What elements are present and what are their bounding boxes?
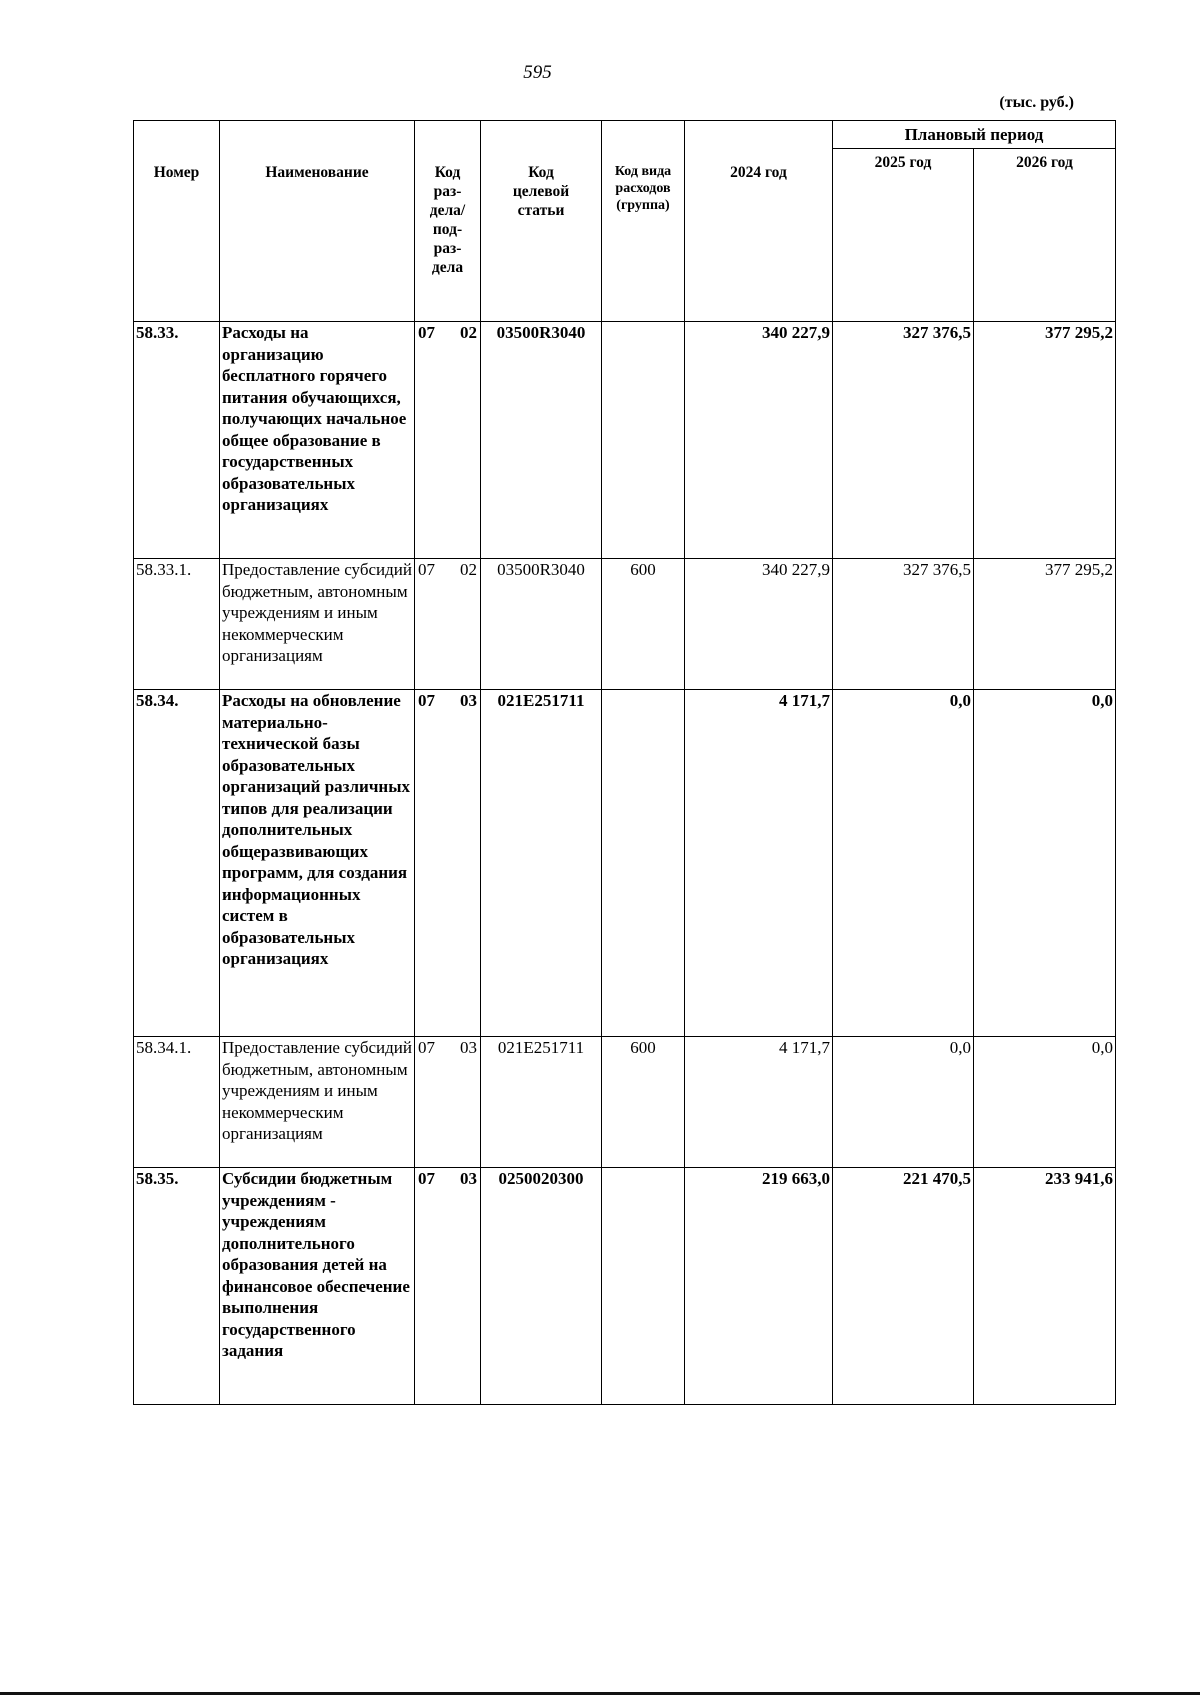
- row-target-code: 021E251711: [481, 690, 602, 1037]
- header-section: Код раз-дела/ под-раз-дела: [415, 121, 481, 322]
- row-2026: 0,0: [974, 690, 1116, 1037]
- header-name: Наименование: [220, 121, 415, 322]
- row-2025: 327 376,5: [833, 559, 974, 690]
- row-expense-type: 600: [602, 1037, 685, 1168]
- row-target-code: 0250020300: [481, 1168, 602, 1405]
- page-number: 595: [523, 62, 552, 83]
- row-name: Расходы на организацию бесплатного горячего питания обучающихся, получающих начальное общее образование в государственных образовательных организациях: [220, 322, 415, 559]
- table-row: [134, 1168, 1116, 1405]
- row-section-code: [415, 1168, 481, 1405]
- row-expense-type: 600: [602, 559, 685, 690]
- subsection-code: 02: [460, 323, 477, 342]
- section-code: 07: [418, 1169, 435, 1188]
- header-2025: 2025 год: [833, 149, 974, 322]
- row-name: Предоставление субсидий бюджетным, автономным учреждениям и иным некоммерческим организациям: [220, 1037, 415, 1168]
- row-number: 58.33.: [134, 322, 220, 559]
- table-row: [134, 559, 1116, 690]
- table-row: [134, 690, 1116, 1037]
- row-expense-type: [602, 690, 685, 1037]
- row-name: Субсидии бюджетным учреждениям - учреждениям дополнительного образования детей на финансовое обеспечение выполнения государственного задания: [220, 1168, 415, 1405]
- row-number: 58.35.: [134, 1168, 220, 1405]
- table-row: [134, 1037, 1116, 1168]
- budget-table: [133, 120, 1116, 1405]
- header-number: Номер: [134, 121, 220, 322]
- section-code: 07: [418, 323, 435, 342]
- row-section-code: [415, 1037, 481, 1168]
- section-code: 07: [418, 1038, 435, 1057]
- subsection-code: 03: [460, 1169, 477, 1188]
- row-target-code: 03500R3040: [481, 559, 602, 690]
- row-expense-type: [602, 322, 685, 559]
- row-2024: 340 227,9: [685, 559, 833, 690]
- row-target-code: 03500R3040: [481, 322, 602, 559]
- row-2026: 233 941,6: [974, 1168, 1116, 1405]
- row-section-code: [415, 322, 481, 559]
- table-row: [134, 322, 1116, 559]
- row-expense-type: [602, 1168, 685, 1405]
- row-number: 58.34.: [134, 690, 220, 1037]
- table-header-row: [134, 121, 1116, 149]
- section-code: 07: [418, 560, 435, 579]
- header-expense-type: Код вида расходов (группа): [602, 121, 685, 322]
- header-target: Код целевой статьи: [481, 121, 602, 322]
- header-2026: 2026 год: [974, 149, 1116, 322]
- row-name: Предоставление субсидий бюджетным, автономным учреждениям и иным некоммерческим организациям: [220, 559, 415, 690]
- row-section-code: [415, 559, 481, 690]
- row-number: 58.33.1.: [134, 559, 220, 690]
- header-planned-period: Плановый период: [833, 121, 1116, 149]
- subsection-code: 02: [460, 560, 477, 579]
- row-2025: 0,0: [833, 690, 974, 1037]
- row-2025: 0,0: [833, 1037, 974, 1168]
- row-2024: 340 227,9: [685, 322, 833, 559]
- header-2024: 2024 год: [685, 121, 833, 322]
- section-code: 07: [418, 691, 435, 710]
- row-2026: 377 295,2: [974, 322, 1116, 559]
- units-label: (тыс. руб.): [999, 94, 1074, 111]
- row-2024: 4 171,7: [685, 690, 833, 1037]
- row-2024: 4 171,7: [685, 1037, 833, 1168]
- row-2026: 0,0: [974, 1037, 1116, 1168]
- row-2025: 221 470,5: [833, 1168, 974, 1405]
- subsection-code: 03: [460, 691, 477, 710]
- row-section-code: [415, 690, 481, 1037]
- subsection-code: 03: [460, 1038, 477, 1057]
- row-2025: 327 376,5: [833, 322, 974, 559]
- row-target-code: 021E251711: [481, 1037, 602, 1168]
- row-2024: 219 663,0: [685, 1168, 833, 1405]
- row-number: 58.34.1.: [134, 1037, 220, 1168]
- row-2026: 377 295,2: [974, 559, 1116, 690]
- row-name: Расходы на обновление материально-технической базы образовательных организаций различных типов для реализации дополнительных общеразвивающих программ, для создания информационных систем в образовательных организациях: [220, 690, 415, 1037]
